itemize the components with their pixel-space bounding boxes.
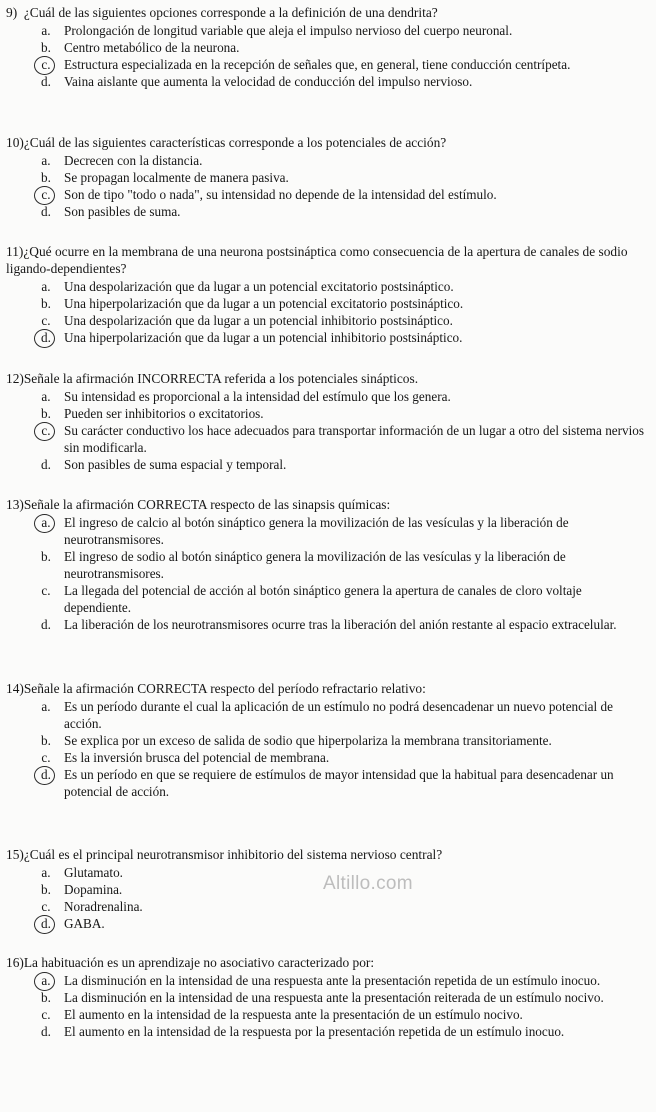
question-text: Señale la afirmación CORRECTA respecto de las sinapsis químicas: xyxy=(23,497,391,512)
option-text: El aumento en la intensidad de la respuesta por la presentación repetida de un estímulo inocuo. xyxy=(64,1024,565,1039)
option-d-marked xyxy=(6,329,650,346)
question-text: ¿Qué ocurre en la membrana de una neurona postsináptica como consecuencia de la apertura de canales de sodio ligando-dependientes? xyxy=(6,244,628,276)
question-12 xyxy=(6,370,650,473)
option-text: Una despolarización que da lugar a un potencial inhibitorio postsináptico. xyxy=(64,313,453,328)
options-list xyxy=(6,152,650,220)
question-text: Señale la afirmación INCORRECTA referida a los potenciales sinápticos. xyxy=(23,371,419,386)
question-13 xyxy=(6,496,650,633)
option-a xyxy=(6,698,650,732)
circled-answer-mark: c. xyxy=(36,186,56,203)
option-text: El aumento en la intensidad de la respuesta ante la presentación de un estímulo nocivo. xyxy=(64,1007,523,1022)
option-d xyxy=(6,616,650,633)
option-b xyxy=(6,989,650,1006)
option-c-marked xyxy=(6,186,650,203)
option-a xyxy=(6,278,650,295)
question-number: 14) xyxy=(6,681,24,696)
question-stem xyxy=(6,370,650,387)
question-text: Señale la afirmación CORRECTA respecto del período refractario relativo: xyxy=(23,681,426,696)
option-letter: b. xyxy=(41,882,51,897)
option-text: Son pasibles de suma. xyxy=(64,204,181,219)
option-text: Glutamato. xyxy=(64,865,123,880)
option-b xyxy=(6,405,650,422)
option-text: GABA. xyxy=(64,916,105,931)
question-10 xyxy=(6,134,650,220)
option-letter: b. xyxy=(41,990,51,1005)
question-stem xyxy=(6,846,650,863)
option-text: Vaina aislante que aumenta la velocidad de conducción del impulso nervioso. xyxy=(64,74,473,89)
circled-answer-mark: c. xyxy=(36,56,56,73)
option-text: El ingreso de sodio al botón sináptico genera la movilización de las vesículas y la liberación de neurotransmisores. xyxy=(64,549,566,581)
option-c xyxy=(6,898,650,915)
question-number: 16) xyxy=(6,955,24,970)
option-letter: b. xyxy=(41,40,51,55)
question-stem xyxy=(6,4,650,21)
question-stem xyxy=(6,496,650,513)
option-text: Son pasibles de suma espacial y temporal. xyxy=(64,457,287,472)
question-number: 15) xyxy=(6,847,24,862)
option-letter: a. xyxy=(41,279,51,294)
option-text: La disminución en la intensidad de una respuesta ante la presentación repetida de un estímulo inocuo. xyxy=(64,973,601,988)
option-b xyxy=(6,548,650,582)
option-d-marked xyxy=(6,915,650,932)
option-letter: d. xyxy=(41,204,51,219)
option-text: La disminución en la intensidad de una respuesta ante la presentación reiterada de un estímulo nocivo. xyxy=(64,990,604,1005)
option-d xyxy=(6,1023,650,1040)
option-text: La liberación de los neurotransmisores ocurre tras la liberación del anión restante al espacio extracelular. xyxy=(64,617,617,632)
question-9 xyxy=(6,4,650,90)
option-text: Son de tipo "todo o nada", su intensidad no depende de la intensidad del estímulo. xyxy=(64,187,497,202)
option-letter: d. xyxy=(41,1024,51,1039)
circled-answer-mark: c. xyxy=(36,422,56,439)
options-list xyxy=(6,972,650,1040)
option-letter: b. xyxy=(41,170,51,185)
option-c xyxy=(6,582,650,616)
question-number: 11) xyxy=(6,244,24,259)
options-list xyxy=(6,388,650,473)
option-b xyxy=(6,39,650,56)
question-number: 13) xyxy=(6,497,24,512)
circled-answer-mark: a. xyxy=(36,972,56,989)
option-text: Se propagan localmente de manera pasiva. xyxy=(64,170,289,185)
option-letter: c. xyxy=(41,583,51,598)
circled-answer-mark: d. xyxy=(36,766,56,783)
option-letter: c. xyxy=(41,899,51,914)
option-c xyxy=(6,312,650,329)
option-letter: a. xyxy=(41,389,51,404)
option-a xyxy=(6,388,650,405)
option-d xyxy=(6,203,650,220)
question-text: ¿Cuál es el principal neurotransmisor inhibitorio del sistema nervioso central? xyxy=(23,847,443,862)
option-text: Una despolarización que da lugar a un potencial excitatorio postsináptico. xyxy=(64,279,454,294)
option-text: La llegada del potencial de acción al botón sináptico genera la apertura de canales de cloro voltaje dependiente. xyxy=(64,583,582,615)
option-letter: b. xyxy=(41,296,51,311)
option-c xyxy=(6,749,650,766)
option-text: Una hiperpolarización que da lugar a un potencial excitatorio postsináptico. xyxy=(64,296,464,311)
option-b xyxy=(6,169,650,186)
option-b xyxy=(6,295,650,312)
option-a xyxy=(6,152,650,169)
option-text: Es la inversión brusca del potencial de membrana. xyxy=(64,750,330,765)
option-letter: a. xyxy=(41,153,51,168)
option-text: El ingreso de calcio al botón sináptico genera la movilización de las vesículas y la liberación de neurotransmisores. xyxy=(64,515,569,547)
option-letter: b. xyxy=(41,406,51,421)
question-number: 10) xyxy=(6,135,24,150)
option-a xyxy=(6,22,650,39)
option-letter: a. xyxy=(41,865,51,880)
option-b xyxy=(6,732,650,749)
option-text: Prolongación de longitud variable que aleja el impulso nervioso del cuerpo neuronal. xyxy=(64,23,513,38)
options-list xyxy=(6,278,650,346)
option-c xyxy=(6,1006,650,1023)
question-16 xyxy=(6,954,650,1040)
watermark: Altillo.com xyxy=(323,873,413,894)
option-text: Se explica por un exceso de salida de sodio que hiperpolariza la membrana transitoriamente. xyxy=(64,733,552,748)
option-c-marked xyxy=(6,56,650,73)
option-text: Dopamina. xyxy=(64,882,123,897)
option-text: Su carácter conductivo los hace adecuados para transportar información de un lugar a otro del sistema nervios sin modificarla. xyxy=(64,423,645,455)
option-d-marked xyxy=(6,766,650,800)
option-text: Pueden ser inhibitorios o excitatorios. xyxy=(64,406,264,421)
option-a-marked xyxy=(6,514,650,548)
option-letter: d. xyxy=(41,617,51,632)
option-text: Centro metabólico de la neurona. xyxy=(64,40,240,55)
option-letter: d. xyxy=(41,457,51,472)
options-list xyxy=(6,22,650,90)
option-text: Estructura especializada en la recepción de señales que, en general, tiene conducción centrípeta. xyxy=(64,57,571,72)
option-letter: c. xyxy=(41,313,51,328)
option-letter: a. xyxy=(41,23,51,38)
option-letter: d. xyxy=(41,74,51,89)
question-text: ¿Cuál de las siguientes opciones corresponde a la definición de una dendrita? xyxy=(23,5,438,20)
options-list xyxy=(6,698,650,800)
option-d xyxy=(6,73,650,90)
question-stem xyxy=(6,680,650,697)
question-11 xyxy=(6,243,650,346)
option-text: Noradrenalina. xyxy=(64,899,143,914)
option-letter: c. xyxy=(41,1007,51,1022)
circled-answer-mark: d. xyxy=(36,915,56,932)
option-text: Su intensidad es proporcional a la intensidad del estímulo que los genera. xyxy=(64,389,451,404)
option-d xyxy=(6,456,650,473)
question-stem xyxy=(6,243,650,277)
option-letter: b. xyxy=(41,733,51,748)
option-letter: c. xyxy=(41,750,51,765)
question-stem xyxy=(6,954,650,971)
circled-answer-mark: d. xyxy=(36,329,56,346)
option-letter: a. xyxy=(41,699,51,714)
option-text: Es un período durante el cual la aplicación de un estímulo no podrá desencadenar un nuevo potencial de acción. xyxy=(64,699,613,731)
question-number: 9) xyxy=(6,5,18,20)
question-14 xyxy=(6,680,650,800)
question-stem xyxy=(6,134,650,151)
option-letter: b. xyxy=(41,549,51,564)
option-a-marked xyxy=(6,972,650,989)
question-number: 12) xyxy=(6,371,24,386)
option-c-marked xyxy=(6,422,650,456)
question-text: La habituación es un aprendizaje no asociativo caracterizado por: xyxy=(23,955,375,970)
options-list xyxy=(6,514,650,633)
question-text: ¿Cuál de las siguientes características corresponde a los potenciales de acción? xyxy=(23,135,447,150)
option-text: Es un período en que se requiere de estímulos de mayor intensidad que la habitual para desencadenar un potencial de acción. xyxy=(64,767,614,799)
option-text: Una hiperpolarización que da lugar a un potencial inhibitorio postsináptico. xyxy=(64,330,463,345)
circled-answer-mark: a. xyxy=(36,514,56,531)
option-text: Decrecen con la distancia. xyxy=(64,153,203,168)
